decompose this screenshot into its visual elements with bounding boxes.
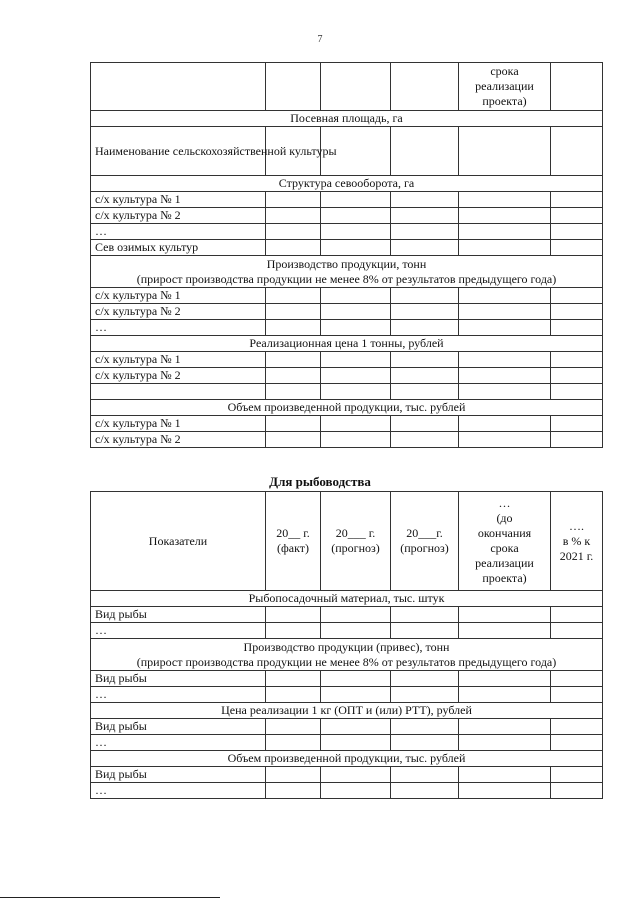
value-cell: [551, 192, 603, 208]
value-cell: [551, 127, 603, 176]
value-cell: [391, 384, 459, 400]
table-row: [91, 288, 603, 304]
value-cell: [266, 384, 321, 400]
value-cell: [391, 767, 459, 783]
value-cell: [266, 767, 321, 783]
value-cell: [459, 719, 551, 735]
value-cell: [266, 288, 321, 304]
footnote-separator: [0, 897, 220, 898]
value-cell: [459, 671, 551, 687]
section-title: Объем произведенной продукции, тыс. рублей: [91, 751, 603, 767]
table-row: [91, 767, 603, 783]
row-label: Вид рыбы: [91, 767, 266, 783]
value-cell: [459, 224, 551, 240]
value-cell: [321, 719, 391, 735]
row-label: Вид рыбы: [91, 671, 266, 687]
value-cell: [391, 607, 459, 623]
row-label: с/х культура № 2: [91, 368, 266, 384]
row-label: Вид рыбы: [91, 719, 266, 735]
value-cell: [321, 288, 391, 304]
value-cell: [321, 192, 391, 208]
value-cell: [266, 208, 321, 224]
table-row: [91, 208, 603, 224]
value-cell: [459, 735, 551, 751]
value-cell: [321, 735, 391, 751]
value-cell: [459, 320, 551, 336]
value-cell: [459, 416, 551, 432]
page-number: 7: [317, 34, 323, 45]
value-cell: [459, 384, 551, 400]
value-cell: [459, 432, 551, 448]
section-heading-row: [91, 400, 603, 416]
value-cell: [551, 304, 603, 320]
table-row: [91, 127, 603, 176]
value-cell: [391, 368, 459, 384]
value-cell: [266, 368, 321, 384]
table-row: [91, 368, 603, 384]
row-label: с/х культура № 2: [91, 304, 266, 320]
table-row: [91, 304, 603, 320]
value-cell: [391, 671, 459, 687]
value-cell: [551, 240, 603, 256]
crop-indicators-table: [90, 62, 603, 448]
fish-indicators-table: [90, 491, 603, 799]
value-cell: [266, 671, 321, 687]
table-row: [91, 607, 603, 623]
row-label: с/х культура № 2: [91, 432, 266, 448]
table-row: [91, 783, 603, 799]
value-cell: [321, 240, 391, 256]
header-cell-until-project-end: срока реализации проекта): [459, 63, 551, 111]
percent-vs-2021-header: …. в % к 2021 г.: [551, 492, 603, 591]
value-cell: [551, 623, 603, 639]
value-cell: [321, 224, 391, 240]
table-header-continuation: [91, 63, 603, 111]
section-title: Объем произведенной продукции, тыс. рублей: [91, 400, 603, 416]
row-label: с/х культура № 1: [91, 288, 266, 304]
value-cell: [551, 719, 603, 735]
value-cell: [551, 671, 603, 687]
value-cell: [266, 719, 321, 735]
table-row: [91, 384, 603, 400]
value-cell: [391, 208, 459, 224]
table-row: [91, 671, 603, 687]
indicators-header: Показатели: [91, 492, 266, 591]
section-heading-row: [91, 111, 603, 127]
section-subtitle: (прирост производства продукции не менее 8% от результатов предыдущего года): [136, 271, 557, 286]
value-cell: [551, 320, 603, 336]
row-label: …: [91, 735, 266, 751]
year-forecast-2-header: 20___г. (прогноз): [391, 492, 459, 591]
value-cell: [321, 304, 391, 320]
value-cell: [551, 687, 603, 703]
fish-farming-title: Для рыбоводства: [269, 474, 371, 489]
section-title: Цена реализации 1 кг (ОПТ и (или) РТТ), рублей: [91, 703, 603, 719]
section-title: Структура севооборота, га: [91, 176, 603, 192]
row-label: с/х культура № 1: [91, 192, 266, 208]
value-cell: [321, 432, 391, 448]
value-cell: [459, 352, 551, 368]
value-cell: [459, 288, 551, 304]
row-label: Сев озимых культур: [91, 240, 266, 256]
value-cell: [321, 671, 391, 687]
value-cell: [551, 767, 603, 783]
value-cell: [391, 352, 459, 368]
value-cell: [391, 320, 459, 336]
value-cell: [459, 623, 551, 639]
value-cell: [551, 384, 603, 400]
value-cell: [266, 607, 321, 623]
value-cell: [266, 352, 321, 368]
value-cell: [459, 208, 551, 224]
value-cell: [391, 127, 459, 176]
value-cell: [266, 623, 321, 639]
row-label: …: [91, 224, 266, 240]
value-cell: [321, 687, 391, 703]
value-cell: [266, 432, 321, 448]
table-row: [91, 416, 603, 432]
table-row: [91, 192, 603, 208]
value-cell: [391, 288, 459, 304]
value-cell: [551, 432, 603, 448]
value-cell: [459, 192, 551, 208]
section-heading-row: [91, 336, 603, 352]
value-cell: [391, 735, 459, 751]
row-label: Вид рыбы: [91, 607, 266, 623]
value-cell: [321, 320, 391, 336]
value-cell: [391, 783, 459, 799]
row-label: …: [91, 783, 266, 799]
row-label: Наименование сельскохозяйственной культуры: [91, 127, 266, 176]
value-cell: [321, 352, 391, 368]
value-cell: [266, 416, 321, 432]
until-project-end-header: … (до окончания срока реализации проекта): [459, 492, 551, 591]
section-heading-row: [91, 256, 603, 288]
year-fact-header: 20__ г. (факт): [266, 492, 321, 591]
section-heading-row: [91, 176, 603, 192]
value-cell: [266, 192, 321, 208]
section-title: Производство продукции, тонн (прирост производства продукции не менее 8% от результатов предыдущего года): [91, 256, 603, 288]
value-cell: [391, 192, 459, 208]
value-cell: [321, 767, 391, 783]
table-header: [91, 492, 603, 591]
value-cell: [459, 783, 551, 799]
value-cell: [459, 687, 551, 703]
value-cell: [551, 368, 603, 384]
value-cell: [551, 783, 603, 799]
value-cell: [321, 384, 391, 400]
row-label: …: [91, 687, 266, 703]
value-cell: [391, 240, 459, 256]
row-label: с/х культура № 1: [91, 352, 266, 368]
value-cell: [266, 240, 321, 256]
table-row: [91, 240, 603, 256]
section-subtitle: (прирост производства продукции не менее 8% от результатов предыдущего года): [136, 654, 557, 669]
value-cell: [391, 432, 459, 448]
table-row: [91, 687, 603, 703]
value-cell: [321, 607, 391, 623]
value-cell: [459, 240, 551, 256]
value-cell: [266, 783, 321, 799]
year-forecast-1-header: 20___ г. (прогноз): [321, 492, 391, 591]
value-cell: [266, 224, 321, 240]
value-cell: [266, 687, 321, 703]
section-heading-row: [91, 639, 603, 671]
value-cell: [551, 224, 603, 240]
value-cell: [391, 623, 459, 639]
value-cell: [321, 416, 391, 432]
table-row: [91, 735, 603, 751]
table-row: [91, 432, 603, 448]
row-label: [91, 384, 266, 400]
value-cell: [321, 783, 391, 799]
table-row: [91, 623, 603, 639]
row-label: …: [91, 320, 266, 336]
value-cell: [391, 416, 459, 432]
section-heading-row: [91, 703, 603, 719]
section-title: Посевная площадь, га: [91, 111, 603, 127]
value-cell: [551, 208, 603, 224]
value-cell: [459, 127, 551, 176]
value-cell: [459, 368, 551, 384]
value-cell: [391, 687, 459, 703]
table-row: [91, 320, 603, 336]
value-cell: [551, 607, 603, 623]
section-title: Реализационная цена 1 тонны, рублей: [91, 336, 603, 352]
value-cell: [321, 368, 391, 384]
value-cell: [459, 767, 551, 783]
table-row: [91, 224, 603, 240]
row-label: с/х культура № 2: [91, 208, 266, 224]
value-cell: [391, 304, 459, 320]
section-heading-row: [91, 591, 603, 607]
section-title: Рыбопосадочный материал, тыс. штук: [91, 591, 603, 607]
value-cell: [551, 416, 603, 432]
value-cell: [321, 208, 391, 224]
section-heading-row: [91, 751, 603, 767]
row-label: …: [91, 623, 266, 639]
value-cell: [321, 623, 391, 639]
table-row: [91, 352, 603, 368]
value-cell: [551, 735, 603, 751]
value-cell: [266, 304, 321, 320]
value-cell: [391, 224, 459, 240]
value-cell: [551, 288, 603, 304]
section-title: Производство продукции (привес), тонн (прирост производства продукции не менее 8% от результатов предыдущего года): [91, 639, 603, 671]
value-cell: [459, 607, 551, 623]
value-cell: [551, 352, 603, 368]
row-label: с/х культура № 1: [91, 416, 266, 432]
value-cell: [459, 304, 551, 320]
value-cell: [266, 735, 321, 751]
value-cell: [391, 719, 459, 735]
table-row: [91, 719, 603, 735]
value-cell: [266, 320, 321, 336]
